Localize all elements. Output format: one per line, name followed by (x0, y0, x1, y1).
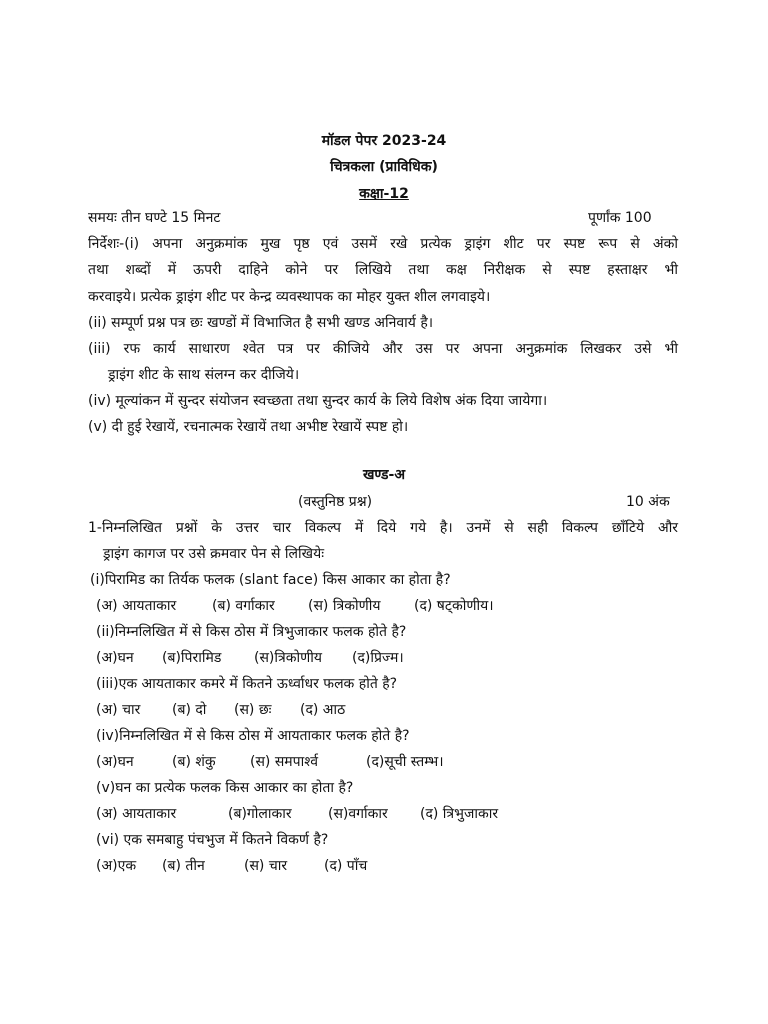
option-b: (ब) वर्गाकार (212, 598, 275, 614)
section-marks: 10 अंक (626, 494, 670, 510)
option-a: (अ)एक (96, 858, 137, 874)
subject-title: चित्रकला (प्राविधिक) (330, 159, 438, 175)
class-label: कक्षा-12 (359, 186, 409, 202)
instruction-line-3: करवाइये। प्रत्येक ड्राइंग शीट पर केन्द्र व्यवस्थापक का मोहर युक्त शील लगवाइये। (88, 289, 491, 305)
option-d: (द) आठ (300, 702, 346, 718)
option-c: (स) त्रिकोणीय (308, 598, 381, 614)
option-b: (ब) तीन (162, 858, 205, 874)
option-d: (द) त्रिभुजाकार (420, 806, 499, 822)
option-c: (स)वर्गाकार (328, 806, 388, 822)
instruction-line-1: निर्देशः-(i) अपना अनुक्रमांक मुख पृष्ठ एवं उसमें रखे प्रत्येक ड्राइंग शीट पर स्पष्ट रूप से अंको (88, 236, 678, 252)
option-a: (अ)घन (96, 650, 134, 666)
question-2: (ii)निम्नलिखित में से किस ठोस में त्रिभुजाकार फलक होते है? (96, 624, 407, 640)
instruction-line-8: (v) दी हुई रेखायें, रचनात्मक रेखायें तथा अभीष्ट रेखायें स्पष्ट हो। (88, 419, 409, 435)
full-marks-label: पूर्णांक 100 (588, 210, 652, 226)
time-label: समयः तीन घण्टे 15 मिनट (88, 210, 221, 226)
instruction-line-5: (iii) रफ कार्य साधारण श्वेत पत्र पर कीजिये और उस पर अपना अनुक्रमांक लिखकर उसे भी (88, 341, 678, 357)
section-subtitle: (वस्तुनिष्ठ प्रश्न) (298, 494, 373, 510)
option-b: (ब)गोलाकार (228, 806, 292, 822)
section-intro-line-2: ड्राइंग कागज पर उसे क्रमवार पेन से लिखियेः (103, 546, 325, 562)
option-a: (अ)घन (96, 754, 134, 770)
option-a: (अ) चार (96, 702, 141, 718)
question-4: (iv)निम्नलिखित में से किस ठोस में आयताकार फलक होते है? (96, 728, 410, 744)
option-c: (स) समपार्श्व (250, 754, 318, 770)
question-1: (i)पिरामिड का तिर्यक फलक (slant face) किस आकार का होता है? (90, 572, 451, 588)
paper-title: मॉडल पेपर 2023-24 (321, 133, 447, 149)
section-intro-line-1: 1-निम्नलिखित प्रश्नों के उत्तर चार विकल्प में दिये गये है। उनमें से सही विकल्प छाँटिये और (88, 520, 678, 536)
option-d: (द) पाँच (324, 858, 368, 874)
question-3: (iii)एक आयताकार कमरे में कितने ऊर्ध्वाधर फलक होते है? (96, 676, 398, 692)
option-b: (ब) दो (172, 702, 207, 718)
option-c: (स) चार (244, 858, 288, 874)
option-a: (अ) आयताकार (96, 806, 177, 822)
instruction-line-4: (ii) सम्पूर्ण प्रश्न पत्र छः खण्डों में विभाजित है सभी खण्ड अनिवार्य है। (88, 315, 434, 331)
question-5: (v)घन का प्रत्येक फलक किस आकार का होता है? (96, 780, 354, 796)
option-d: (द)सूची स्तम्भ। (366, 754, 444, 770)
section-title: खण्ड-अ (362, 467, 406, 483)
instruction-line-2: तथा शब्दों में ऊपरी दाहिने कोने पर लिखिये तथा कक्ष निरीक्षक से स्पष्ट हस्ताक्षर भी (88, 262, 678, 278)
option-b: (ब)पिरामिड (162, 650, 222, 666)
option-d: (द)प्रिज्म। (352, 650, 404, 666)
instruction-line-7: (iv) मूल्यांकन में सुन्दर संयोजन स्वच्छता तथा सुन्दर कार्य के लिये विशेष अंक दिया जायेगा। (88, 393, 548, 409)
option-c: (स) छः (234, 702, 272, 718)
option-d: (द) षट्कोणीय। (414, 598, 494, 614)
option-c: (स)त्रिकोणीय (254, 650, 322, 666)
option-a: (अ) आयताकार (96, 598, 177, 614)
instruction-line-6: ड्राइंग शीट के साथ संलग्न कर दीजिये। (108, 367, 300, 383)
question-6: (vi) एक समबाहु पंचभुज में कितने विकर्ण है? (96, 832, 329, 848)
option-b: (ब) शंकु (172, 754, 216, 770)
